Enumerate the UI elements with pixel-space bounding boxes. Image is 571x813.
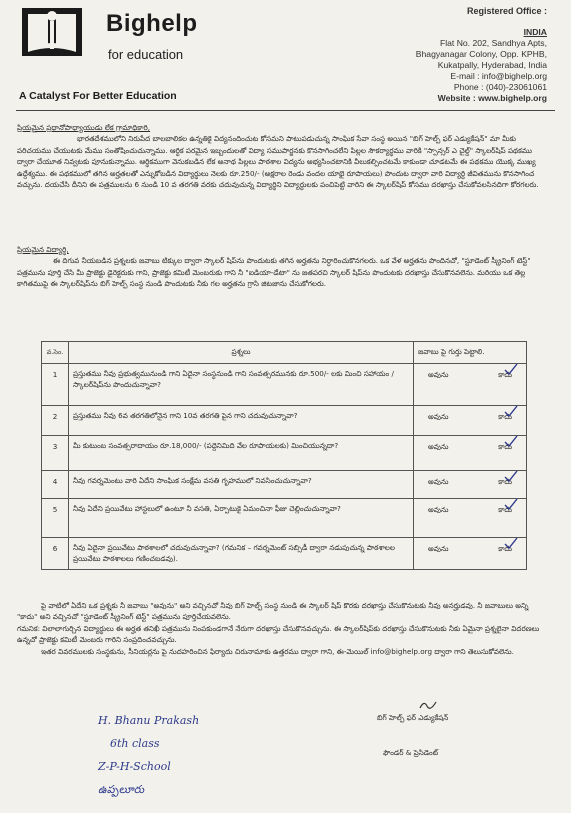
answer-cell — [414, 364, 527, 406]
answer-no-option[interactable] — [498, 442, 512, 453]
answer-cell — [414, 436, 527, 471]
question-text: మీ కుటుంబ సంవత్సరాదాయం రూ.18,000/- (పద్దెనిమిది వేల రూపాయలకు) మించియున్నదా? — [69, 436, 414, 471]
answer-cell — [414, 471, 527, 499]
office-phone: Phone : (040)-23061061 — [453, 82, 547, 92]
office-website: Website : www.bighelp.org — [437, 93, 547, 103]
brand-subtitle: for education — [108, 47, 184, 62]
closing-section — [17, 600, 547, 657]
student-section — [17, 244, 547, 290]
table-header-row — [42, 342, 527, 364]
answer-yes-option[interactable] — [428, 505, 448, 516]
answer-options — [418, 366, 522, 381]
office-email: E-mail : info@bighelp.org — [450, 71, 547, 81]
column-number-header: వ.సెం. — [42, 342, 69, 364]
handwritten-line: 6th class — [110, 737, 160, 750]
answer-no-option[interactable] — [498, 412, 512, 423]
answer-no-option[interactable] — [498, 477, 512, 488]
office-country: INDIA — [523, 27, 547, 37]
answer-no-label: కాదు — [498, 442, 512, 451]
answer-options — [418, 408, 522, 423]
bighelp-logo-icon — [20, 6, 84, 58]
answer-options — [418, 473, 522, 488]
column-answer-header: జవాబు పై గుర్తు పెట్టాలి. — [414, 342, 527, 364]
note-paragraph: గమనిక: విలాలాగుర్చిన విద్యార్థులు ఈ అర్హత తనిఖీ పత్రమును నింపకుండగానే నేరుగా దరఖాస్తు చేసుకొనవచ్చును. ఈ స్కాలర్‌షిప్‌కు దరఖాస్తు చేసుకొనుటకు నీకు ఏమైనా ప్రశ్నలైనా విదరణలు ఉన్నచో ప్రాజెక్టు కమిటీ మెంబరు గారిని సంప్రదించవచ్చును. — [17, 623, 540, 645]
answer-options — [418, 501, 522, 516]
answer-no-option[interactable] — [498, 505, 512, 516]
checkmark-icon — [504, 470, 518, 482]
checkmark-icon — [504, 435, 518, 447]
answer-no-option[interactable] — [498, 370, 512, 381]
greeting-student: ప్రియమైన విద్యార్థి, — [17, 245, 69, 254]
handwritten-line: ఉప్పలూరు — [98, 783, 145, 796]
table-row — [42, 406, 527, 436]
checkmark-icon — [504, 498, 518, 510]
answer-yes-option[interactable] — [428, 412, 448, 423]
answer-yes-option[interactable] — [428, 370, 448, 381]
answer-cell — [414, 538, 527, 570]
answer-yes-label: అవును — [428, 370, 449, 379]
question-number: 3 — [42, 436, 69, 471]
table-row — [42, 538, 527, 570]
answer-yes-label: అవును — [428, 477, 449, 486]
question-text: నీవు ఏదేని ప్రయివేటు హాస్టలులో ఉంటూ నీ వసతి, ఏర్పాటుకై ఏమంచినా ఫీజు చెల్లించుచున్నావా? — [69, 499, 414, 538]
answer-yes-option[interactable] — [428, 477, 448, 488]
answer-no-option[interactable] — [498, 544, 512, 555]
answer-no-label: కాదు — [498, 477, 512, 486]
answer-yes-label: అవును — [428, 505, 449, 514]
answer-cell — [414, 499, 527, 538]
table-row — [42, 499, 527, 538]
answer-yes-label: అవును — [428, 442, 449, 451]
question-text: ప్రస్తుతము నీవు 6వ తరగతిలోనైన గాని 10వ తరగతి పైన గాని చదువుచున్నావా? — [69, 406, 414, 436]
office-title: Registered Office : — [466, 6, 547, 16]
question-number: 5 — [42, 499, 69, 538]
answer-yes-label: అవును — [428, 544, 449, 553]
answer-cell — [414, 406, 527, 436]
answer-no-label: కాదు — [498, 412, 512, 421]
table-row — [42, 471, 527, 499]
closing-paragraph: పై వాటిలో ఏదేని ఒక ప్రశ్నకు నీ జవాబు "అవును" అని వచ్చినచో నీవు బిగ్ హెల్ప్ సంస్థ నుండి ఈ స్కాలర్ షిప్ కొరకు దరఖాస్తు చేసుకొనుటకు నీవు అనర్హుడవు. నీ జవాబులు అన్ని "కాదు" అని వచ్చినచో "స్టూడెంట్ స్క్రీనింగ్ టెస్ట్" పత్రమును పూర్తిచేయవలెను. — [17, 601, 529, 622]
question-text: నీవు గవర్నమెంటు వారి ఏదేని సాంఘిక సంక్షేమ వసతి గృహములో నివసించుచున్నావా? — [69, 471, 414, 499]
brand-name: Bighelp — [106, 10, 198, 37]
question-number: 1 — [42, 364, 69, 406]
organization-signatory: బిగ్ హెల్ప్ ఫర్ ఎడ్యుకేషన్ — [377, 713, 449, 722]
contact-paragraph: ఇతర వివరములకు సంస్థకును, సీనియర్లను పై నుదహరించిన ఫిర్యాదు చిరునామాకు ఉత్తరము ద్వారా గాని, ఈ-మెయిల్ info@bighelp.org ద్వారా గాని తెలుసుకోవలెను. — [41, 646, 514, 656]
office-address-line: Kukatpally, Hyderabad, India — [437, 60, 547, 70]
eligibility-table — [41, 341, 527, 570]
signature-icon — [418, 698, 438, 712]
handwritten-line: H. Bhanu Prakash — [98, 714, 200, 727]
answer-yes-label: అవును — [428, 412, 449, 421]
registered-office — [416, 6, 547, 104]
office-address-line: Flat No. 202, Sandhya Apts, — [439, 38, 547, 48]
answer-yes-option[interactable] — [428, 544, 448, 555]
header-divider — [16, 110, 555, 111]
greeting-headmaster: ప్రియమైన ప్రధానోపాధ్యాయుడు లేక గ్రామాధికారి, — [17, 123, 151, 132]
question-number: 2 — [42, 406, 69, 436]
column-question-header: ప్రశ్నలు — [69, 342, 414, 364]
table-row — [42, 436, 527, 471]
answer-yes-option[interactable] — [428, 442, 448, 453]
checkmark-icon — [504, 405, 518, 417]
question-number: 4 — [42, 471, 69, 499]
answer-no-label: కాదు — [498, 370, 512, 379]
office-address-line: Bhagyanagar Colony, Opp. KPHB, — [415, 49, 547, 59]
question-text: ప్రస్తుతము నీవు ప్రభుత్వమునుండి గాని ఏదైనా సంస్థనుండి గాని సంవత్సరమునకు రూ.500/- లకు మించి సహాయం / స్కాలర్‌షిప్‌ను పొందుచున్నావా? — [69, 364, 414, 406]
intro-section — [17, 122, 547, 190]
question-number: 6 — [42, 538, 69, 570]
checkmark-icon — [504, 537, 518, 549]
answer-no-label: కాదు — [498, 544, 512, 553]
question-text: నీవు ఏదైనా ప్రయివేటు పాఠశాలలో చదువుచున్నావా? (గమనిక – గవర్నమెంట్ సబ్సిడీ ద్వారా నడుపుచున్న పాఠశాలల ప్రయివేటు పాఠశాలలు గణించబడవు). — [69, 538, 414, 570]
tagline: A Catalyst For Better Education — [19, 90, 177, 102]
signatory-title: ఫౌండర్ & ప్రెసిడెంట్ — [383, 748, 439, 757]
answer-options — [418, 438, 522, 453]
student-paragraph: ఈ దిగువ నీయబడిన ప్రశ్నలకు జవాబు టిక్కుల ద్వారా స్కాలర్ షిప్‌ను పొందుటకు తగిన అర్హతను నిర్ధారించుకొనగలరు. ఒక వేళ అర్హతను పొందినచో, "స్టూడెంట్ స్క్రీనింగ్ టెస్ట్" పత్రమును పూర్తి చేసి మీ ప్రాజెక్టు డైరెక్టరుకు గాని, ప్రాజెక్టు కమిటీ మెంబరుకు గాని నీ "ఐడియా-డేటా" ను జతపరచి స్కాలర్ షిప్‌ను పొందుటకు దరఖాస్తు చేసుకొనవలెను. మరియు ఒక తెల్ల కాగితముపై ఈ స్కాలర్‌షిప్‌ను బిగ్ హెల్ప్ సంస్థ నుండి పొందుటకు నీకు గల అర్హతను గ్రాసి జిటజాను చేసుకోగలరు. — [17, 256, 531, 289]
handwritten-line: Z-P-H-School — [98, 760, 171, 773]
answer-no-label: కాదు — [498, 505, 512, 514]
answer-options — [418, 540, 522, 555]
handwritten-student-details — [98, 709, 199, 801]
checkmark-icon — [504, 363, 518, 375]
table-row — [42, 364, 527, 406]
intro-paragraph: భారతదేశములోని నిరుపేద బాలబాలికల ఉన్నతికై విద్యనందించుట కోసమని పాటుపడుచున్న సాంఘిక సేవా సంస్థ అయిన "బిగ్ హెల్ప్ ఫర్ ఎడ్యుకేషన్" మా మీకు పరిచయము చేయుటకు మేము సంతోషించుచున్నాము. ఆర్థిక పరమైన ఇబ్బందులతో విద్యా సముపార్జనకు కొనసాగించలేని పిల్లల సౌకర్యార్థము వారికి "స్పాన్సర్ ఎ చైల్డ్" స్కాలర్‌షిప్ పథకము ద్వారా చేయూత నివ్వటకు పూనుకున్నాము. ఆర్థికముగా వెనుకబడిన లేక అనాథ పిల్లలు పాఠశాల విద్యను అభ్యసించటానికి వీలుకల్పించటమే కాకుండా చూడటమే ఈ పథకము యొక్క ముఖ్య ఉద్దేశ్యము. ఈ పథకములో తగిన అర్హతలతో ఎన్నుకోబడిన విద్యార్థులు నెలకు రూ.250/- (అక్షరాల రెండు వందల యాభై రూపాయలు) పొందుట ద్వారా వారి విద్యార్థి జీవితమును కొనసాగించ వచ్చును. దయచేసి దీనిని ఈ పత్రములను 6 నుండి 10 వ తరగతి వరకు చదువుచున్న విద్యార్థిని విద్యార్థులకు పంచిపెట్టి వారిని ఈ స్కాలర్‌షిప్ కోసము దరఖాస్తు చేసుకోవలసినదిగా కోరగలరు. — [17, 134, 539, 190]
